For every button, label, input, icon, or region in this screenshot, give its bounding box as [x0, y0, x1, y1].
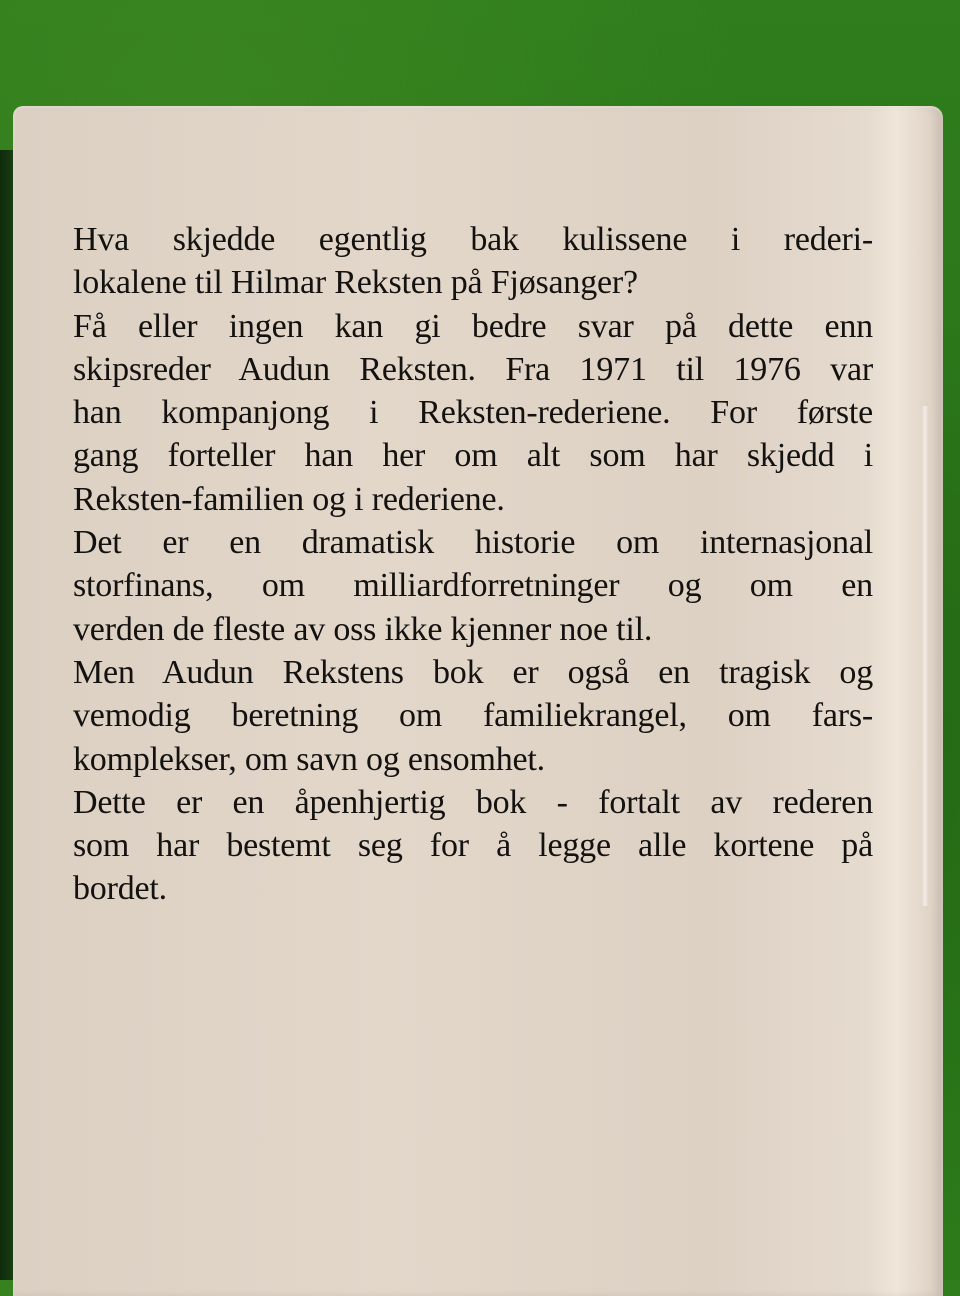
- blurb-line: Reksten-familien og i rederiene.: [73, 480, 505, 518]
- blurb-line: Men Audun Rekstens bok er også en tragisk og: [73, 653, 873, 691]
- blurb-line: komplekser, om savn og ensomhet.: [73, 740, 545, 778]
- blurb-line: Hva skjedde egentlig bak kulissene i rederi-: [73, 221, 873, 258]
- cover-sheen: [921, 406, 929, 906]
- blurb-line: vemodig beretning om familiekrangel, om fars-: [73, 697, 873, 735]
- grass-shadow: [0, 150, 14, 1280]
- blurb-line: storfinans, om milliardforretninger og om en: [73, 567, 873, 605]
- blurb-line: han kompanjong i Reksten-rederiene. For første: [73, 394, 873, 432]
- blurb-line: som har bestemt seg for å legge alle kortene på: [73, 827, 873, 865]
- blurb-line: gang forteller han her om alt som har skjedd i: [73, 437, 873, 475]
- blurb-line: bordet.: [73, 870, 167, 908]
- blurb-line: Dette er en åpenhjertig bok - fortalt av rederen: [73, 783, 873, 821]
- blurb-line: skipsreder Audun Reksten. Fra 1971 til 1976 var: [73, 350, 873, 388]
- blurb-line: Det er en dramatisk historie om internasjonal: [73, 524, 873, 562]
- blurb-line: lokalene til Hilmar Reksten på Fjøsanger?: [73, 264, 638, 302]
- blurb-line: verden de fleste av oss ikke kjenner noe til.: [73, 610, 653, 648]
- blurb-line: Få eller ingen kan gi bedre svar på dette enn: [73, 307, 873, 345]
- book-blurb: [73, 218, 873, 911]
